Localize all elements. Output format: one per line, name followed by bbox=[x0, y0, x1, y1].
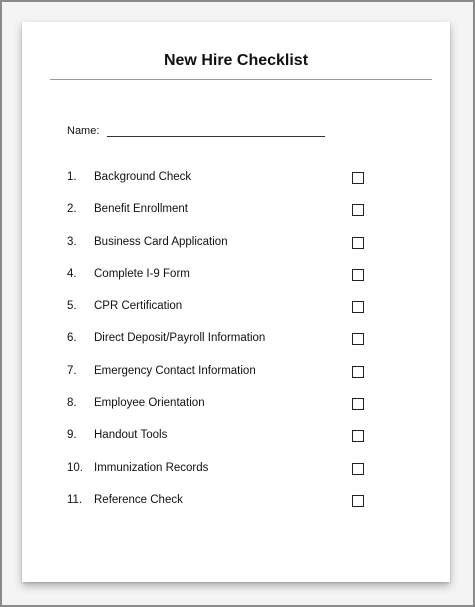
checklist-page bbox=[22, 22, 450, 582]
item-number: 4. bbox=[67, 267, 77, 280]
item-label: Direct Deposit/Payroll Information bbox=[94, 332, 266, 345]
checklist-item bbox=[67, 329, 367, 361]
checklist-item bbox=[67, 426, 367, 458]
item-label: Emergency Contact Information bbox=[94, 364, 256, 377]
item-label: Complete I-9 Form bbox=[94, 267, 190, 280]
item-number: 1. bbox=[67, 171, 77, 183]
item-number: 3. bbox=[67, 235, 77, 248]
item-checkbox[interactable] bbox=[352, 172, 364, 184]
item-number: 2. bbox=[67, 203, 77, 216]
checklist-item bbox=[67, 394, 367, 426]
item-checkbox[interactable] bbox=[352, 269, 364, 281]
item-checkbox[interactable] bbox=[352, 366, 364, 378]
item-label: CPR Certification bbox=[94, 300, 183, 313]
checklist-item bbox=[67, 233, 367, 265]
item-checkbox[interactable] bbox=[352, 204, 364, 216]
item-checkbox[interactable] bbox=[352, 333, 364, 345]
item-label: Benefit Enrollment bbox=[94, 203, 188, 216]
checklist-item bbox=[67, 459, 367, 491]
checklist-item bbox=[67, 362, 367, 394]
item-label: Business Card Application bbox=[94, 235, 228, 248]
item-number: 11. bbox=[67, 493, 83, 506]
item-number: 9. bbox=[67, 429, 77, 442]
item-label: Reference Check bbox=[94, 493, 183, 506]
page-title: New Hire Checklist bbox=[163, 52, 309, 69]
item-checkbox[interactable] bbox=[352, 301, 364, 313]
title-divider bbox=[50, 79, 432, 80]
checklist-item bbox=[67, 297, 367, 329]
item-number: 8. bbox=[67, 397, 77, 410]
item-number: 6. bbox=[67, 332, 77, 345]
name-row bbox=[67, 122, 325, 137]
item-label: Employee Orientation bbox=[94, 397, 205, 410]
checklist-item bbox=[67, 200, 367, 232]
item-number: 10. bbox=[67, 461, 83, 474]
item-checkbox[interactable] bbox=[352, 237, 364, 249]
checklist-item bbox=[67, 265, 367, 297]
item-checkbox[interactable] bbox=[352, 398, 364, 410]
item-label: Immunization Records bbox=[94, 461, 209, 474]
checklist bbox=[67, 168, 367, 523]
name-field[interactable] bbox=[107, 122, 325, 137]
item-label: Background Check bbox=[94, 171, 192, 183]
item-label: Handout Tools bbox=[94, 429, 168, 442]
name-label: Name: bbox=[67, 125, 100, 137]
item-checkbox[interactable] bbox=[352, 495, 364, 507]
checklist-item bbox=[67, 168, 367, 200]
item-number: 7. bbox=[67, 364, 77, 377]
item-number: 5. bbox=[67, 300, 77, 313]
checklist-item bbox=[67, 491, 367, 523]
item-checkbox[interactable] bbox=[352, 430, 364, 442]
item-checkbox[interactable] bbox=[352, 463, 364, 475]
